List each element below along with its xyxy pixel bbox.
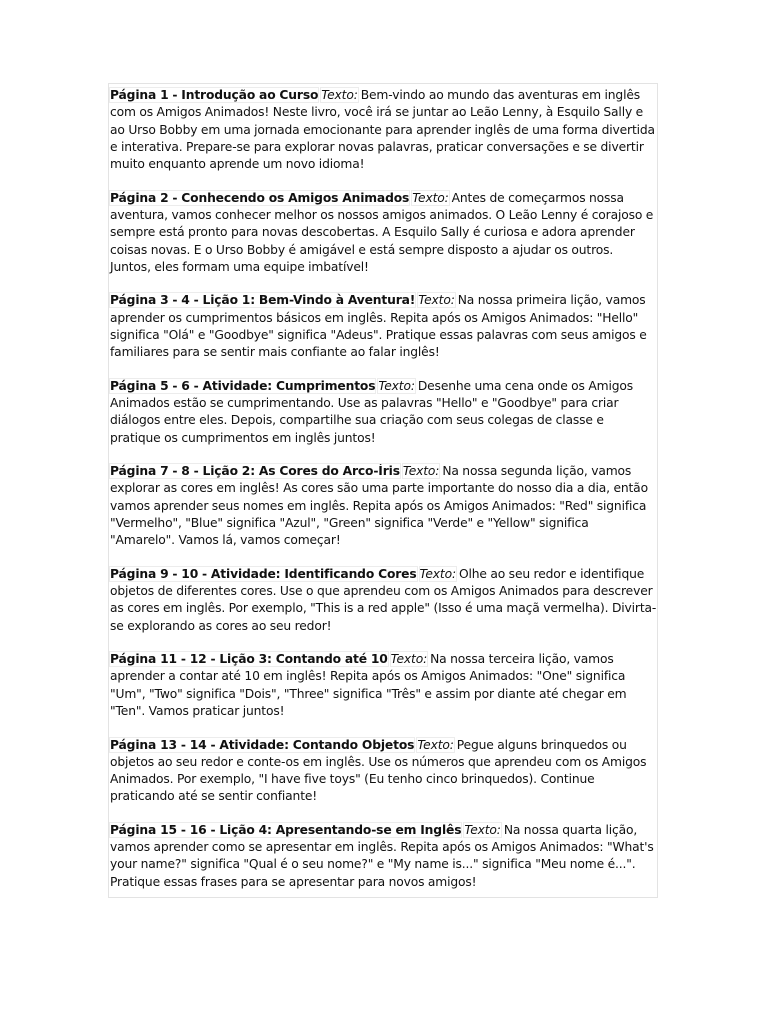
section-title: Página 13 - 14 - Atividade: Contando Objetos — [110, 737, 415, 752]
section-pagina-1 — [110, 87, 657, 173]
section-title: Página 7 - 8 - Lição 2: As Cores do Arco-Íris — [110, 464, 400, 479]
section-text: Olhe ao seu redor e identifique objetos de diferentes cores. Use o que aprendeu com os Amigos Animados para descrever as cores em inglês. Por exemplo, "This is a red apple" (Isso é uma maçã vermelha). Divirta-se explorando as cores ao seu redor! — [110, 566, 657, 633]
section-pagina-11-12 — [110, 651, 657, 720]
texto-label: Texto: — [402, 464, 440, 479]
texto-label: Texto: — [321, 88, 358, 102]
texto-label: Texto: — [378, 378, 415, 393]
texto-label: Texto: — [412, 190, 449, 205]
section-text: Na nossa terceira lição, vamos aprender a contar até 10 em inglês! Repita após os Amigos Animados: "One" significa "Um", "Two" significa "Dois", "Three" significa "Três" e assim por diante até chegar em "Ten". Vamos praticar juntos! — [110, 652, 627, 719]
section-pagina-2 — [110, 190, 657, 276]
section-title: Página 15 - 16 - Lição 4: Apresentando-se em Inglês — [110, 822, 462, 837]
texto-label: Texto: — [464, 822, 501, 837]
section-title: Página 2 - Conhecendo os Amigos Animados — [110, 190, 410, 205]
section-title: Página 5 - 6 - Atividade: Cumprimentos — [110, 378, 376, 393]
section-text: Pegue alguns brinquedos ou objetos ao seu redor e conte-os em inglês. Use os números que aprendeu com os Amigos Animados. Por exemplo, "I have five toys" (Eu tenho cinco brinquedos). Continue praticando até se sentir confiante! — [110, 737, 647, 804]
section-title: Página 1 - Introdução ao Curso — [110, 88, 319, 102]
section-text: Na nossa quarta lição, vamos aprender como se apresentar em inglês. Repita após os Amigos Animados: "What's your name?" significa "Qual é o seu nome?" e "My name is..." significa "Meu nome é...". Pratique essas frases para se apresentar para novos amigos! — [110, 822, 654, 889]
texto-label: Texto: — [419, 566, 456, 581]
texto-label: Texto: — [390, 652, 428, 667]
section-text: Bem-vindo ao mundo das aventuras em inglês com os Amigos Animados! Neste livro, você irá se juntar ao Leão Lenny, à Esquilo Sally e ao Urso Bobby em uma jornada emocionante para aprender inglês de uma forma divertida e interativa. Prepare-se para explorar novas palavras, praticar conversações e se divertir muito enquanto aprende um novo idioma! — [110, 88, 655, 172]
texto-label: Texto: — [418, 293, 455, 308]
section-pagina-9-10 — [110, 566, 657, 635]
section-pagina-13-14 — [110, 737, 657, 806]
section-pagina-7-8 — [110, 463, 657, 549]
section-pagina-5-6 — [110, 378, 657, 447]
section-title: Página 9 - 10 - Atividade: Identificando Cores — [110, 566, 417, 581]
section-pagina-3-4 — [110, 292, 657, 361]
section-text: Na nossa segunda lição, vamos explorar as cores em inglês! As cores são uma parte importante do nosso dia a dia, então vamos aprender seus nomes em inglês. Repita após os Amigos Animados: "Red" significa "Vermelho", "Blue" significa "Azul", "Green" significa "Verde" e "Yellow" significa "Amarelo". Vamos lá, vamos começar! — [110, 464, 648, 548]
section-text: Na nossa primeira lição, vamos aprender os cumprimentos básicos em inglês. Repita após os Amigos Animados: "Hello" significa "Olá" e "Goodbye" significa "Adeus". Pratique essas palavras com seus amigos e familiares para se sentir mais confiante ao falar inglês! — [110, 293, 647, 360]
section-title: Página 3 - 4 - Lição 1: Bem-Vindo à Aventura! — [110, 293, 416, 308]
section-text: Antes de começarmos nossa aventura, vamos conhecer melhor os nossos amigos animados. O Leão Lenny é corajoso e sempre está pronto para novas descobertas. A Esquilo Sally é curiosa e adora aprender coisas novas. E o Urso Bobby é amigável e está sempre disposto a ajudar os outros. Juntos, eles formam uma equipe imbatível! — [110, 190, 654, 274]
section-text: Desenhe uma cena onde os Amigos Animados estão se cumprimentando. Use as palavras "Hello" e "Goodbye" para criar diálogos entre eles. Depois, compartilhe sua criação com seus colegas de classe e pratique os cumprimentos em inglês juntos! — [110, 378, 634, 445]
texto-label: Texto: — [417, 737, 454, 752]
section-title: Página 11 - 12 - Lição 3: Contando até 10 — [110, 652, 388, 667]
document-body — [110, 87, 657, 907]
section-pagina-15-16 — [110, 822, 657, 891]
